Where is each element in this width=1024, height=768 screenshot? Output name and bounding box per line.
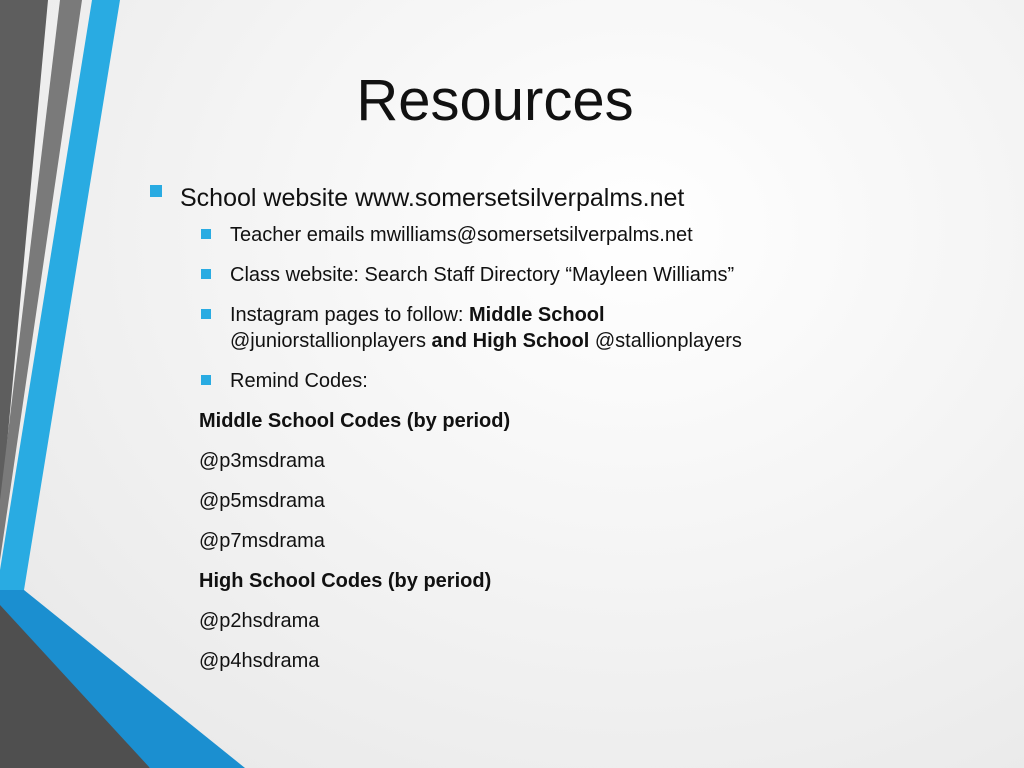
- bullet-teacher-emails: [150, 222, 990, 248]
- instagram-lead-text: Instagram pages to follow:: [230, 304, 470, 326]
- remind-codes-text: Remind Codes:: [230, 370, 368, 392]
- ms-code-3: @p7msdrama: [199, 530, 325, 552]
- square-bullet-icon: [201, 269, 211, 279]
- ms-code-2: @p5msdrama: [199, 490, 325, 512]
- square-bullet-icon: [201, 375, 211, 385]
- bullet-instagram: [150, 302, 990, 354]
- instagram-ms-handle: @juniorstallionplayers: [230, 330, 426, 352]
- middle-school-heading: Middle School Codes (by period): [199, 410, 511, 432]
- square-bullet-icon: [150, 185, 162, 197]
- bullet-class-website: [150, 262, 990, 288]
- instagram-hs-handle: @stallionplayers: [594, 330, 742, 352]
- hs-code-2: @p4hsdrama: [199, 650, 320, 672]
- ms-code-1: @p3msdrama: [199, 450, 325, 472]
- instagram-ms-label: Middle School: [469, 304, 605, 326]
- hs-code-1: @p2hsdrama: [199, 610, 320, 632]
- square-bullet-icon: [201, 309, 211, 319]
- square-bullet-icon: [201, 229, 211, 239]
- slide-content: [150, 180, 990, 688]
- school-website-text: School website www.somersetsilverpalms.net: [180, 184, 685, 212]
- bullet-school-website: [150, 180, 990, 216]
- slide-title: Resources: [356, 68, 634, 133]
- bullet-remind-codes: [150, 368, 990, 394]
- teacher-emails-text: Teacher emails mwilliams@somersetsilverpalms.net: [230, 224, 693, 246]
- high-school-heading: High School Codes (by period): [199, 570, 492, 592]
- class-website-text: Class website: Search Staff Directory “Mayleen Williams”: [230, 264, 735, 286]
- instagram-hs-label: and High School: [431, 330, 590, 352]
